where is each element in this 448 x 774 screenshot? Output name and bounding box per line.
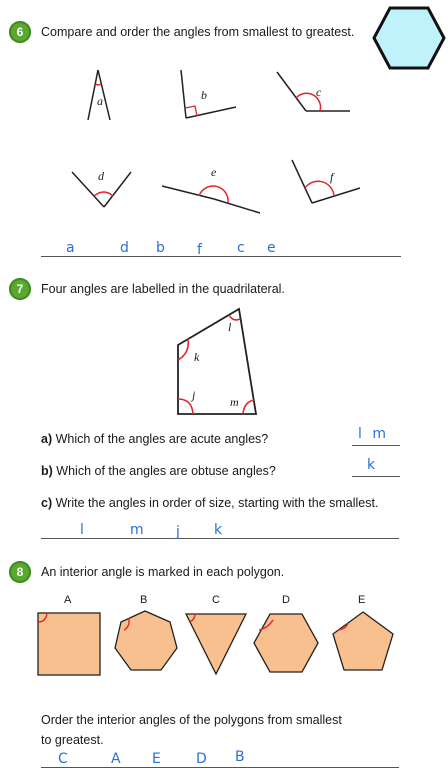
question-7c-answer-3: j	[176, 524, 180, 540]
shape-d-label: D	[282, 594, 290, 606]
polygon-a	[38, 613, 100, 675]
question-7b-text: Which of the angles are obtuse angles?	[56, 464, 276, 478]
question-6-answer-1: a	[66, 240, 75, 256]
question-7c-text: Write the angles in order of size, starting with the smallest.	[55, 496, 379, 510]
polygon-c	[186, 614, 246, 674]
question-6-answer-3: b	[156, 240, 165, 256]
polygon-d	[254, 614, 318, 672]
angle-c-label: c	[316, 85, 322, 99]
shape-e-label: E	[358, 594, 366, 606]
question-8-answer-4: D	[196, 751, 207, 767]
question-8-answer-3: E	[152, 751, 161, 767]
question-7a-label: a)	[41, 432, 53, 446]
question-8-answer-5: B	[235, 749, 245, 765]
shape-b-label: B	[140, 594, 148, 606]
question-8-badge: 8	[9, 561, 31, 583]
angle-e-label: e	[211, 165, 217, 179]
angle-m-label: m	[230, 395, 239, 409]
question-7a-answer: l m	[358, 426, 389, 442]
question-6-badge: 6	[9, 21, 31, 43]
angle-k-label: k	[194, 350, 200, 364]
polygon-b	[115, 611, 177, 670]
angle-d-label: d	[98, 169, 104, 183]
question-8-answer-2: A	[111, 751, 121, 767]
question-8-order-text-2: to greatest.	[41, 733, 104, 747]
polygon-e	[333, 612, 393, 670]
angle-l-label: l	[228, 320, 232, 334]
question-7c-answer-2: m	[130, 522, 144, 538]
question-6-text: Compare and order the angles from smallest to greatest.	[41, 25, 355, 39]
question-7c-label: c)	[41, 496, 53, 510]
question-6-answer-4: f	[197, 242, 202, 258]
question-7-badge: 7	[9, 278, 31, 300]
question-8-answer-1: C	[58, 751, 68, 767]
angle-a-label: a	[97, 94, 103, 108]
question-6-answer-5: c	[237, 240, 245, 256]
angle-b-label: b	[201, 88, 207, 102]
shape-c-label: C	[212, 594, 220, 606]
angle-f-label: f	[330, 170, 334, 184]
question-8-answer-line[interactable]	[41, 767, 399, 768]
shape-a-label: A	[64, 594, 72, 606]
question-7c-answer-4: k	[214, 522, 223, 538]
angle-j-label: j	[192, 388, 196, 402]
question-7a-text: Which of the angles are acute angles?	[55, 432, 269, 446]
question-7b-answer: k	[367, 457, 376, 473]
question-7c-answer-1: l	[80, 522, 84, 538]
question-8-order-text-1: Order the interior angles of the polygons from smallest	[41, 713, 342, 727]
question-7-text: Four angles are labelled in the quadrilateral.	[41, 282, 285, 296]
question-8-text: An interior angle is marked in each polygon.	[41, 565, 285, 579]
question-6-answer-6: e	[267, 240, 276, 256]
question-6-answer-2: d	[120, 240, 129, 256]
question-7b-label: b)	[41, 464, 53, 478]
